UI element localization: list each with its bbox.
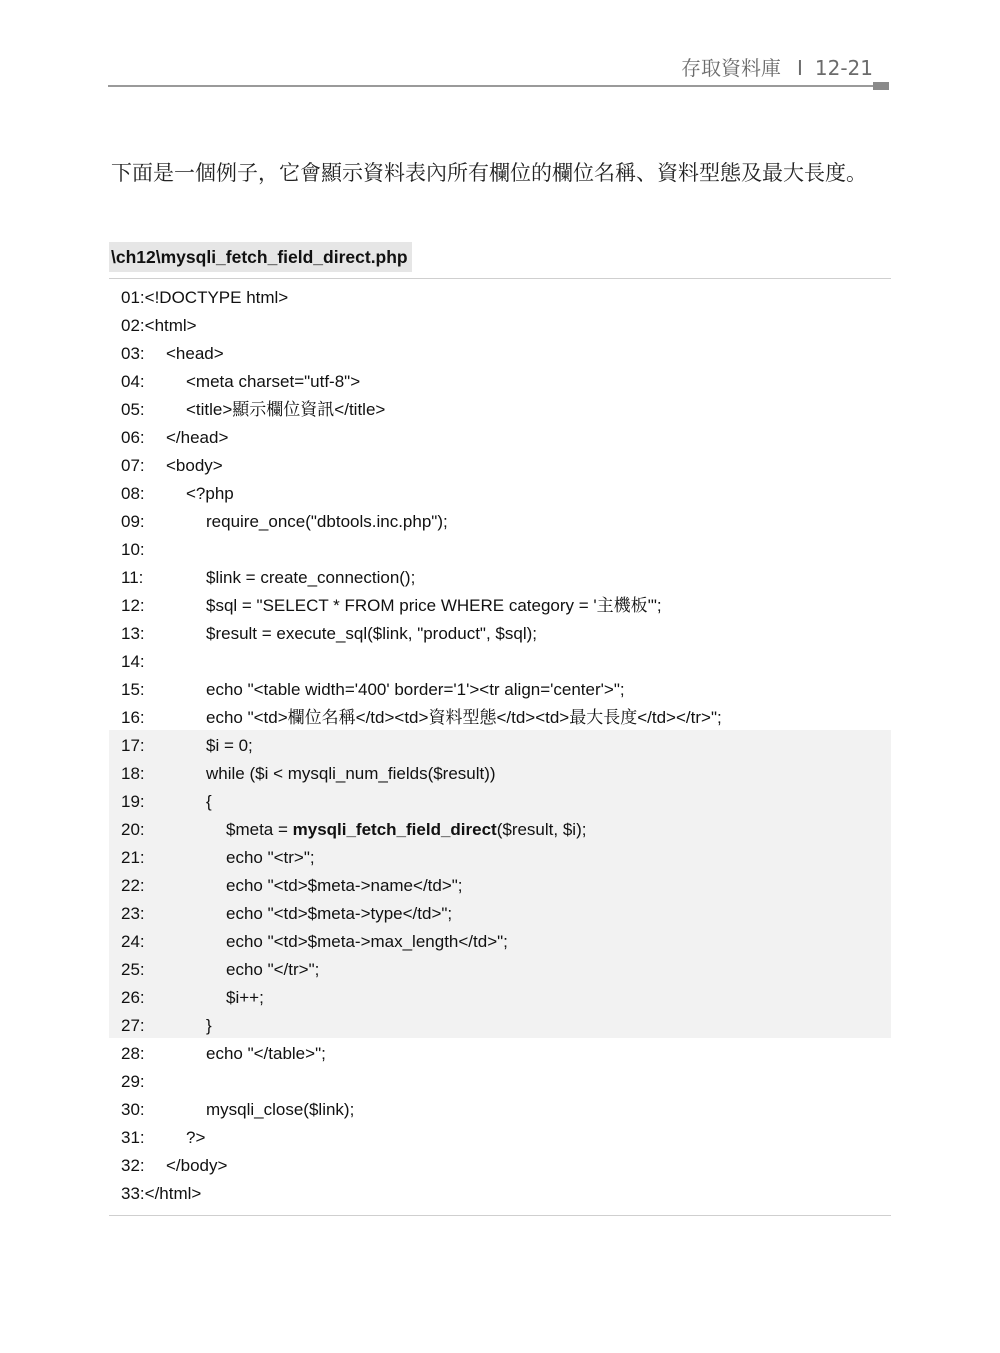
code-line [121,564,881,592]
code-line [121,312,881,340]
line-number: 10: [121,540,145,559]
line-number: 24: [121,932,145,951]
code-text: $result = execute_sql($link, "product", $sql); [206,624,537,643]
running-header [0,52,873,81]
line-number: 13: [121,624,145,643]
code-line [121,396,881,424]
code-text: <!DOCTYPE html> [144,288,289,307]
chapter-title: 存取資料庫 [680,56,781,80]
code-text: require_once("dbtools.inc.php"); [206,512,448,531]
code-text [166,540,206,559]
code-text [166,820,586,839]
code-text: </body> [166,1156,228,1175]
code-line [121,452,881,480]
code-line [121,788,881,816]
line-number: 16: [121,708,145,727]
line-number: 11: [121,568,144,587]
code-line [121,648,881,676]
code-text: echo "</table>"; [206,1044,326,1063]
code-line [121,340,881,368]
code-text: echo "<td>$meta->type</td>"; [226,904,453,923]
line-number: 18: [121,764,145,783]
code-line [121,956,881,984]
code-text: <?php [186,484,234,503]
code-text-post: ($result, $i); [496,820,587,839]
line-number: 27: [121,1016,145,1035]
code-line [121,620,881,648]
code-line [121,1180,881,1208]
line-number: 22: [121,876,145,895]
code-text [166,1072,206,1091]
line-number: 05: [121,400,145,419]
code-text: echo "<td>$meta->max_length</td>"; [226,932,508,951]
line-number: 29: [121,1072,145,1091]
code-line [121,480,881,508]
code-line [121,1096,881,1124]
code-line [121,1068,881,1096]
line-number: 15: [121,680,145,699]
line-number: 14: [121,652,145,671]
code-file-path: \ch12\mysqli_fetch_field_direct.php [109,242,412,272]
code-line [121,284,881,312]
code-text: echo "<td>欄位名稱</td><td>資料型態</td><td>最大長度</td></tr>"; [206,708,722,727]
code-line [121,844,881,872]
code-line [121,676,881,704]
code-text: </head> [166,428,229,447]
code-line [121,1152,881,1180]
line-number: 28: [121,1044,145,1063]
code-text: echo "<table width='400' border='1'><tr align='center'>"; [206,680,625,699]
code-text: ?> [186,1128,206,1147]
code-text: { [206,792,212,811]
code-line [121,928,881,956]
line-number: 19: [121,792,145,811]
code-line [121,760,881,788]
line-number: 32: [121,1156,145,1175]
code-line [121,508,881,536]
code-text: $i++; [226,988,264,1007]
line-number: 20: [121,820,145,839]
code-text-bold: mysqli_fetch_field_direct [292,820,497,839]
code-listing [121,284,881,1208]
code-text: while ($i < mysqli_num_fields($result)) [206,764,496,783]
code-line [121,816,881,844]
code-line [121,704,881,732]
code-text: <meta charset="utf-8"> [186,372,361,391]
code-text: } [206,1016,212,1035]
line-number: 02: [121,316,145,335]
code-text: $link = create_connection(); [206,568,416,587]
code-text: $i = 0; [206,736,253,755]
code-text [166,652,206,671]
line-number: 31: [121,1128,145,1147]
line-number: 26: [121,988,145,1007]
code-line [121,984,881,1012]
header-rule [108,85,878,87]
line-number: 33: [121,1184,145,1203]
line-number: 03: [121,344,145,363]
line-number: 08: [121,484,145,503]
code-text: $sql = "SELECT * FROM price WHERE category = '主機板'"; [206,596,662,615]
page-number: 12-21 [814,56,873,80]
code-text: <body> [166,456,223,475]
code-text: echo "</tr>"; [226,960,320,979]
code-text: echo "<td>$meta->name</td>"; [226,876,463,895]
code-line [121,1012,881,1040]
code-text: mysqli_close($link); [206,1100,355,1119]
code-line [121,424,881,452]
code-bottom-rule [109,1215,891,1216]
code-text: <title>顯示欄位資訊</title> [186,400,386,419]
line-number: 01: [121,288,145,307]
code-text: <html> [144,316,197,335]
line-number: 23: [121,904,145,923]
line-number: 09: [121,512,145,531]
code-line [121,1040,881,1068]
code-line [121,900,881,928]
header-separator: I [796,56,803,80]
code-text: </html> [144,1184,202,1203]
code-line [121,536,881,564]
code-line [121,592,881,620]
line-number: 06: [121,428,145,447]
line-number: 04: [121,372,145,391]
code-line [121,872,881,900]
header-accent-block [873,82,889,90]
code-text: echo "<tr>"; [226,848,315,867]
line-number: 30: [121,1100,145,1119]
code-line [121,1124,881,1152]
code-text: <head> [166,344,224,363]
line-number: 25: [121,960,145,979]
line-number: 21: [121,848,145,867]
code-line [121,732,881,760]
intro-paragraph: 下面是一個例子，它會顯示資料表內所有欄位的欄位名稱、資料型態及最大長度。 [111,161,867,185]
code-text-pre: $meta = [226,820,293,839]
code-top-rule [109,278,891,279]
line-number: 07: [121,456,145,475]
line-number: 12: [121,596,145,615]
line-number: 17: [121,736,145,755]
code-line [121,368,881,396]
